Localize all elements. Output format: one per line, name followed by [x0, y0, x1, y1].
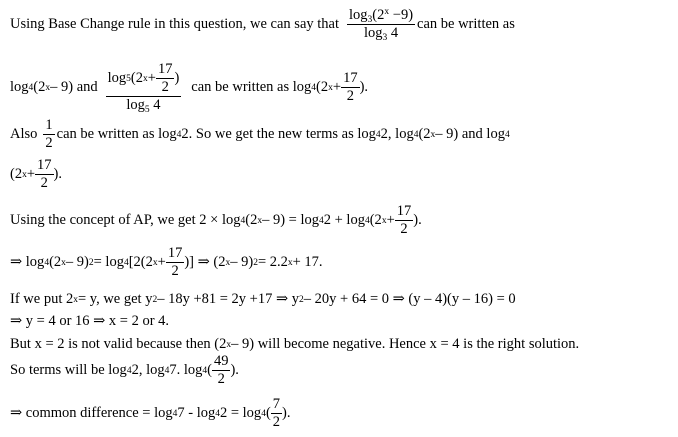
- text: – 9) and: [50, 79, 98, 96]
- fraction-numerator: 17: [35, 158, 54, 175]
- fraction-denominator: 2: [217, 371, 225, 388]
- line-4: (2 x + $\frac{17}{2}$ ).: [10, 157, 62, 192]
- text: Also: [10, 126, 38, 143]
- text: = y, we get y: [77, 291, 153, 307]
- text: So terms will be log: [10, 362, 127, 379]
- fraction-numerator: 17: [341, 71, 360, 88]
- fraction-denominator: 2: [45, 135, 53, 152]
- log-text: log: [10, 79, 29, 96]
- text: +: [147, 70, 156, 87]
- paren-text: (2: [372, 7, 385, 23]
- text: – 18y +81 = 2y +17 ⇒ y: [157, 291, 300, 307]
- fraction-denominator: 2: [346, 88, 354, 105]
- log-text: log: [126, 97, 145, 114]
- fraction-17-over-2: [395, 204, 414, 237]
- text: 2. So we get the new terms as log: [181, 126, 376, 143]
- text: = log: [93, 254, 124, 271]
- line-2: log 4 (2 x – 9) and log 5 (2 x + $\frac{17}{2}$ ) $\log_5 4$ can be written as log 4 (2 x + $\frac{17}{2}$ ).: [10, 61, 369, 116]
- line-9: But x = 2 is not valid because then (2 x – 9) will become negative. Hence x = 4 is the right solution.: [10, 336, 580, 352]
- text: (2: [49, 254, 62, 271]
- text: ⇒ y = 4 or 16 ⇒ x = 2 or 4.: [10, 313, 170, 329]
- fraction-17-over-2: [166, 246, 185, 279]
- text: If we put 2: [10, 291, 74, 307]
- fraction-numerator: 49: [212, 354, 231, 371]
- text: (: [265, 405, 271, 422]
- text: (2: [10, 166, 23, 183]
- line-6: ⇒ log 4 (2 x – 9) 2 = log 4 [2(2 x + $\frac{17}{2}$ )] ⇒ (2 x – 9) 2 = 2.2 x + 17.: [10, 245, 323, 280]
- exponent-superscript: x: [384, 7, 390, 17]
- fraction-denominator: 2: [40, 175, 48, 192]
- fraction-numerator: log 5 (2 x + $\frac{17}{2}$ ): [106, 62, 182, 97]
- text: 2 = log: [219, 405, 262, 422]
- text: +: [332, 79, 342, 96]
- fraction-17-over-2: [35, 158, 54, 191]
- text: (2: [316, 79, 329, 96]
- log-text: log: [363, 25, 383, 42]
- fraction-numerator: 17: [395, 204, 414, 221]
- text: (2: [418, 126, 431, 143]
- text: (2: [130, 70, 144, 87]
- log-text: log: [107, 70, 127, 87]
- text: can be written as log: [191, 79, 312, 96]
- text: 7. log: [169, 362, 203, 379]
- value-text: 4: [387, 25, 399, 42]
- line-1: [10, 7, 515, 44]
- text: – 9) and log: [435, 126, 505, 143]
- text: ).: [230, 362, 239, 379]
- fraction-numerator: 1: [43, 118, 54, 135]
- fraction-17-over-2: [156, 62, 175, 95]
- text: ).: [359, 79, 369, 96]
- text: (2: [245, 212, 258, 229]
- fraction-denominator: 2: [171, 263, 179, 280]
- text: = 2.2: [257, 254, 288, 271]
- text: Using the concept of AP, we get 2 × log: [10, 212, 241, 229]
- fraction-denominator: 2: [400, 221, 408, 238]
- text: )] ⇒ (2: [184, 254, 226, 271]
- fraction-7-over-2: [271, 397, 282, 430]
- fraction-denominator: 2: [161, 79, 169, 96]
- fraction-49-over-2: [212, 354, 231, 387]
- text: ): [174, 70, 180, 87]
- paren-close-text: −9): [389, 7, 414, 23]
- base-subscript: 3: [367, 15, 373, 25]
- text: +: [386, 212, 395, 229]
- text: + 17.: [292, 254, 323, 271]
- line-3: Also $\frac{1}{2}$ can be written as log 4 2. So we get the new terms as log 4 2, log 4 (2 x – 9) and log 4: [10, 117, 510, 152]
- fraction-denominator: [362, 25, 400, 44]
- fraction-denominator: [124, 97, 162, 116]
- base-subscript: 3: [382, 33, 388, 44]
- fraction-denominator: 2: [272, 414, 281, 431]
- line-1-tail: can be written as: [417, 16, 515, 33]
- text: ).: [413, 212, 422, 229]
- base-subscript: 5: [144, 105, 150, 116]
- fraction-numerator: [347, 8, 415, 25]
- line-7: If we put 2 x = y, we get y 2 – 18y +81 = 2y +17 ⇒ y 2 – 20y + 64 = 0 ⇒ (y – 4)(y – 16) = 0: [10, 291, 516, 307]
- fraction-numerator: 7: [271, 397, 282, 414]
- text: – 20y + 64 = 0 ⇒ (y – 4)(y – 16) = 0: [303, 291, 516, 307]
- text: ⇒ log: [10, 254, 45, 271]
- log-text: log: [349, 7, 368, 23]
- line-11: ⇒ common difference = log 4 7 - log 4 2 = log 4 ( $\frac{7}{2}$ ).: [10, 396, 291, 431]
- text: [2(2: [128, 254, 153, 271]
- fraction-17-over-2: [341, 71, 360, 104]
- text: – 9): [230, 254, 254, 271]
- text: can be written as log: [56, 126, 177, 143]
- line-5: Using the concept of AP, we get 2 × log 4 (2 x – 9) = log 4 2 + log 4 (2 x + $\frac{17}{2}$ ).: [10, 203, 422, 238]
- text: 7 - log: [177, 405, 216, 422]
- text: ⇒ common difference = log: [10, 405, 173, 422]
- text: – 9): [65, 254, 89, 271]
- value-text: 4: [149, 97, 161, 114]
- fraction-numerator: 17: [156, 62, 175, 79]
- fraction-1-over-2: [43, 118, 54, 151]
- text: But x = 2 is not valid because then (2: [10, 336, 227, 352]
- text: ).: [282, 405, 291, 422]
- fraction-numerator: 17: [166, 246, 185, 263]
- fraction-log3-ratio: [347, 7, 415, 44]
- line-1-text: Using Base Change rule in this question, we can say that: [10, 16, 340, 33]
- text: – 9) will become negative. Hence x = 4 is the right solution.: [231, 336, 580, 352]
- text: +: [26, 166, 36, 183]
- line-8: [10, 313, 169, 330]
- text: 2, log: [380, 126, 414, 143]
- text: 2 + log: [323, 212, 365, 229]
- text: (: [207, 362, 212, 379]
- text: – 9) = log: [262, 212, 319, 229]
- line-10: So terms will be log 4 2, log 4 7. log 4 ( $\frac{49}{2}$ ).: [10, 353, 239, 388]
- fraction-log5-ratio: [106, 62, 182, 114]
- text: (2: [33, 79, 46, 96]
- text: (2: [369, 212, 382, 229]
- text: ).: [53, 166, 62, 183]
- text: 2, log: [131, 362, 165, 379]
- text: +: [157, 254, 166, 271]
